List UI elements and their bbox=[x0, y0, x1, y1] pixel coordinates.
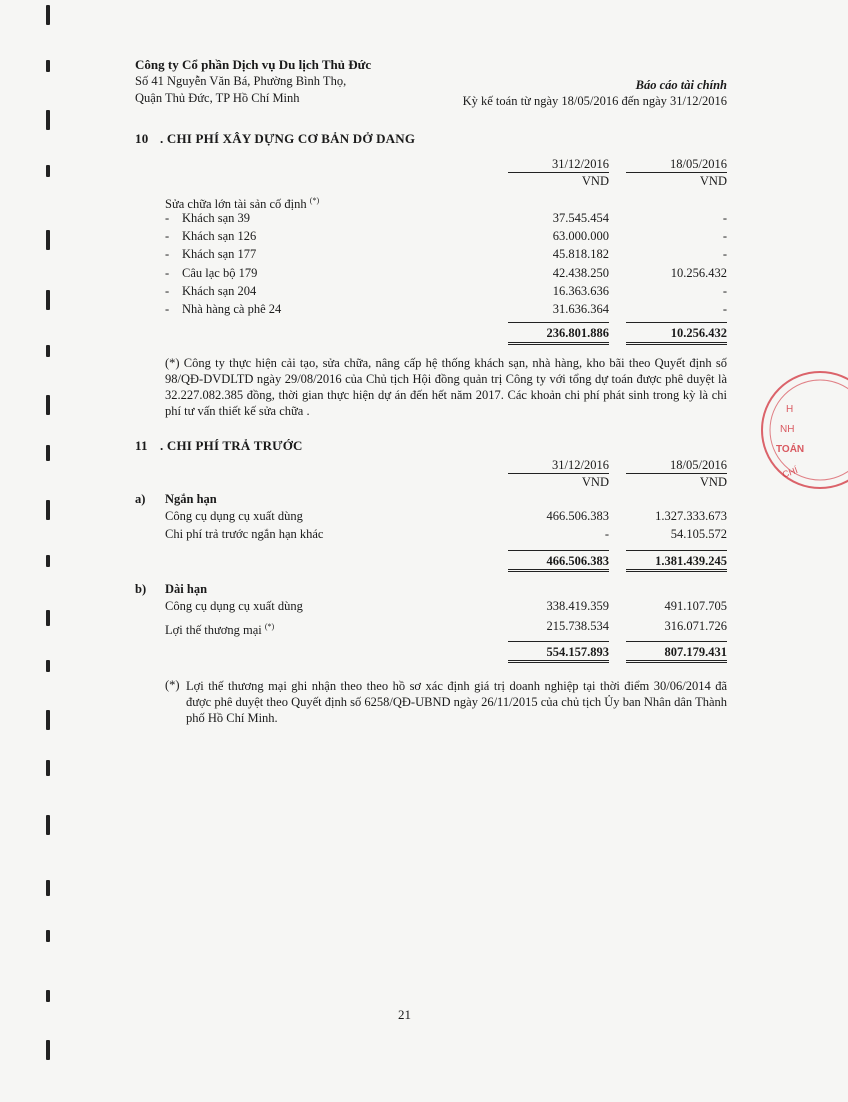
s11b-row-value-1: 338.419.359 bbox=[546, 599, 609, 613]
s10-row-label: Câu lạc bộ 179 bbox=[182, 265, 258, 280]
s10-group-note-marker: (*) bbox=[309, 196, 320, 205]
s10-row-value-2: - bbox=[722, 229, 727, 244]
stamp-text-3: TOÁN bbox=[776, 444, 805, 455]
binding-hole bbox=[46, 500, 50, 520]
binding-hole bbox=[46, 165, 50, 177]
s11a-row-label-text: Chi phí trả trước ngắn hạn khác bbox=[165, 526, 324, 541]
s11-col2-unit: VND bbox=[699, 475, 727, 489]
s11b-row-label bbox=[165, 599, 303, 614]
binding-hole bbox=[46, 345, 50, 357]
s11a-row-value-1: - bbox=[604, 526, 609, 541]
s10-row-label: Khách sạn 177 bbox=[182, 247, 257, 262]
s11a-total2-rule bbox=[626, 550, 727, 551]
s10-row-label: Khách sạn 204 bbox=[182, 283, 257, 298]
binding-hole bbox=[46, 990, 50, 1002]
s10-row-value-1: 63.000.000 bbox=[552, 229, 609, 244]
s10-row-label: Khách sạn 39 bbox=[182, 211, 251, 225]
company-address-line1: Số 41 Nguyễn Văn Bá, Phường Bình Thọ, bbox=[135, 74, 347, 88]
s10-total2-rule bbox=[626, 322, 727, 323]
s11b-total2-rule bbox=[626, 641, 727, 642]
s10-row-value-1: 42.438.250 bbox=[552, 265, 609, 280]
s11a-row-label bbox=[165, 527, 323, 542]
section-10-title: . CHI PHÍ XÂY DỰNG CƠ BẢN DỞ DANG bbox=[160, 131, 416, 146]
s10-col2-unit: VND bbox=[699, 174, 727, 188]
company-seal-stamp bbox=[758, 360, 848, 500]
s10-group-label: Sửa chữa lớn tài sản cố định (*) bbox=[165, 196, 320, 212]
s10-row-value-2: - bbox=[722, 283, 727, 298]
s11a-row-label-text: Công cụ dụng cụ xuất dùng bbox=[165, 509, 303, 523]
s10-total1-double-rule bbox=[508, 342, 609, 345]
binding-hole bbox=[46, 290, 50, 310]
s11b-label: Dài hạn bbox=[165, 582, 208, 596]
s11b-row-value-2: 491.107.705 bbox=[664, 599, 727, 613]
binding-hole bbox=[46, 230, 50, 250]
s11-col2-header-rule bbox=[626, 473, 727, 474]
s11a-row-value-2: 54.105.572 bbox=[670, 526, 727, 541]
s11a-row-value-1: 466.506.383 bbox=[546, 509, 609, 523]
binding-hole bbox=[46, 930, 50, 942]
binding-edge bbox=[0, 0, 58, 1102]
s10-row-value-1: 37.545.454 bbox=[552, 211, 609, 225]
s10-col1-unit: VND bbox=[581, 174, 609, 188]
s11b-total1-rule bbox=[508, 641, 609, 642]
s11-col1-header: 31/12/2016 bbox=[552, 458, 609, 472]
s11a-row-label bbox=[165, 509, 303, 524]
binding-hole bbox=[46, 760, 50, 776]
s10-col1-header: 31/12/2016 bbox=[552, 157, 609, 171]
s10-row-value-2: - bbox=[722, 211, 727, 225]
s11b-row-note-marker: (*) bbox=[264, 622, 275, 631]
s11a-letter: a) bbox=[135, 492, 146, 506]
s10-total1-rule bbox=[508, 322, 609, 323]
s10-row-value-1: 31.636.364 bbox=[552, 302, 609, 316]
s11b-total2: 807.179.431 bbox=[664, 645, 727, 659]
section-10-number: 10 bbox=[135, 131, 149, 146]
binding-hole bbox=[46, 110, 50, 130]
s10-col1-header-rule bbox=[508, 172, 609, 173]
s11a-total1: 466.506.383 bbox=[546, 554, 609, 568]
binding-hole bbox=[46, 660, 50, 672]
s11-footnote-marker: (*) bbox=[165, 678, 180, 692]
s11-col1-unit: VND bbox=[581, 475, 609, 489]
binding-hole bbox=[46, 60, 50, 72]
company-address-line2: Quận Thủ Đức, TP Hồ Chí Minh bbox=[135, 91, 300, 105]
stamp-text-4: CHÍ bbox=[780, 464, 799, 480]
s10-row-value-2: 10.256.432 bbox=[670, 265, 727, 280]
s11a-total1-double-rule bbox=[508, 569, 609, 572]
stamp-text-1: H bbox=[786, 404, 794, 415]
s10-total1: 236.801.886 bbox=[546, 326, 609, 340]
s10-col2-header: 18/05/2016 bbox=[670, 157, 727, 171]
binding-hole bbox=[46, 815, 50, 835]
s10-row-value-1: 16.363.636 bbox=[552, 283, 609, 298]
s11a-row-value-2: 1.327.333.673 bbox=[655, 509, 727, 523]
s11b-total1-double-rule bbox=[508, 660, 609, 663]
binding-hole bbox=[46, 710, 50, 730]
s11a-total2: 1.381.439.245 bbox=[655, 554, 727, 568]
s11b-total1: 554.157.893 bbox=[546, 645, 609, 659]
s11b-letter: b) bbox=[135, 582, 147, 596]
s10-row-label: Khách sạn 126 bbox=[182, 229, 257, 244]
s11-footnote: Lợi thế thương mại ghi nhận theo theo hồ sơ xác định giá trị doanh nghiệp tại thời điểm 30/06/2014 đã được phê duyệt theo Quyết định số 6258/QĐ-UBND ngày 26/11/2015 của chủ tịch Ủy ban Nhân dân Thành phố Hồ Chí Minh. bbox=[186, 679, 727, 725]
section-11-title: . CHI PHÍ TRẢ TRƯỚC bbox=[160, 438, 303, 453]
s10-row-dash: - bbox=[165, 247, 170, 262]
s10-row-dash: - bbox=[165, 229, 170, 244]
page-number: 21 bbox=[398, 1007, 411, 1022]
s10-row-value-2: - bbox=[722, 302, 727, 316]
s11b-row-value-2: 316.071.726 bbox=[664, 619, 727, 633]
binding-hole bbox=[46, 555, 50, 567]
s10-row-value-1: 45.818.182 bbox=[552, 247, 609, 262]
s10-row-value-2: - bbox=[722, 247, 727, 262]
s10-footnote: (*) Công ty thực hiện cải tạo, sửa chữa, nâng cấp hệ thống khách sạn, nhà hàng, kho bãi theo Quyết định số 98/QĐ-DVDLTD ngày 29/08/2016 của Chủ tịch Hội đồng quản trị Công ty với tổng dự toán được phê duyệt là 32.227.082.385 đồng, thời gian thực hiện dự án đến hết năm 2017. Các khoản chi phí phát sinh trong kỳ là chi phí tư vấn thiết kế sửa chữa . bbox=[165, 356, 727, 418]
binding-hole bbox=[46, 610, 50, 626]
s10-col2-header-rule bbox=[626, 172, 727, 173]
s11a-total1-rule bbox=[508, 550, 609, 551]
binding-hole bbox=[46, 880, 50, 896]
s11b-row-value-1: 215.738.534 bbox=[546, 619, 609, 633]
section-11-number: 11 bbox=[135, 438, 148, 453]
binding-hole bbox=[46, 395, 50, 415]
s11-col2-header: 18/05/2016 bbox=[670, 458, 727, 472]
company-name: Công ty Cổ phần Dịch vụ Du lịch Thủ Đức bbox=[135, 57, 372, 72]
s10-row-dash: - bbox=[165, 265, 170, 280]
s10-total2: 10.256.432 bbox=[670, 326, 727, 340]
s11b-row-label-text: Công cụ dụng cụ xuất dùng bbox=[165, 599, 303, 613]
s11b-total2-double-rule bbox=[626, 660, 727, 663]
binding-hole bbox=[46, 445, 50, 461]
report-period: Kỳ kế toán từ ngày 18/05/2016 đến ngày 31/12/2016 bbox=[462, 94, 727, 108]
s10-row-dash: - bbox=[165, 283, 170, 298]
s11a-label: Ngắn hạn bbox=[165, 492, 217, 506]
s10-row-label: Nhà hàng cà phê 24 bbox=[182, 302, 282, 316]
report-title: Báo cáo tài chính bbox=[635, 78, 727, 92]
s11b-row-label bbox=[165, 619, 274, 638]
s11a-total2-double-rule bbox=[626, 569, 727, 572]
s10-row-dash: - bbox=[165, 211, 170, 225]
s10-total2-double-rule bbox=[626, 342, 727, 345]
binding-hole bbox=[46, 1040, 50, 1060]
s10-row-dash: - bbox=[165, 302, 170, 316]
stamp-text-2: NH bbox=[780, 424, 795, 435]
s11b-row-label-text: Lợi thế thương mại bbox=[165, 623, 262, 638]
binding-hole bbox=[46, 5, 50, 25]
s11-col1-header-rule bbox=[508, 473, 609, 474]
